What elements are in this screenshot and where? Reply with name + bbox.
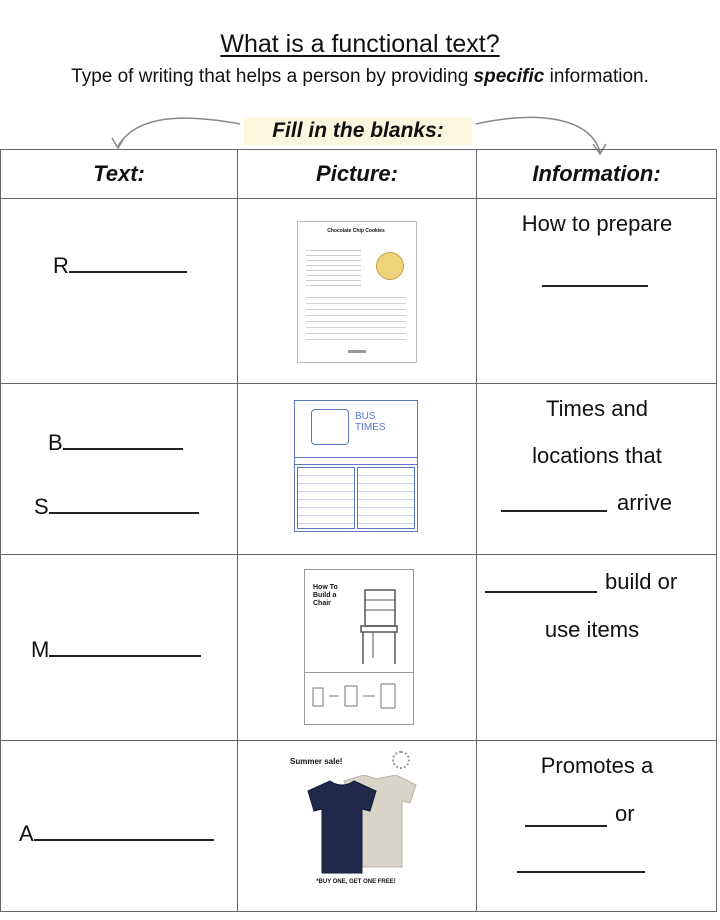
manual-title <box>313 584 338 608</box>
info-line: or <box>615 801 635 826</box>
page-title: What is a functional text? <box>220 30 500 58</box>
blank-answer[interactable] <box>53 251 187 279</box>
info-blank[interactable] <box>485 591 597 593</box>
info-line: use items <box>544 617 640 642</box>
table-header-row <box>1 150 717 199</box>
info-line: Promotes a <box>540 753 654 778</box>
letter-hint: S <box>34 494 49 519</box>
ad-picture <box>278 749 434 899</box>
manual-picture <box>304 569 414 725</box>
ingredient-list <box>306 246 361 286</box>
times-label-line: TIMES <box>355 422 386 433</box>
worksheet-table <box>0 149 717 912</box>
recipe-title: Chocolate Chip Cookies <box>327 228 385 234</box>
info-line: build or <box>605 569 678 594</box>
instruction-lines <box>306 292 406 344</box>
blank-line <box>63 428 183 450</box>
fill-in-banner: Fill in the blanks: <box>244 117 472 145</box>
sale-heading: Summer sale! <box>290 757 343 766</box>
blank-answer[interactable] <box>34 492 199 520</box>
cookie-icon <box>376 252 404 280</box>
letter-hint: B <box>48 430 63 455</box>
recipe-picture <box>297 221 417 363</box>
info-blank[interactable] <box>517 871 645 873</box>
schedule-column <box>357 467 415 529</box>
info-blank[interactable] <box>501 510 607 512</box>
header-picture: Picture: <box>238 150 477 199</box>
manual-title-line: Build a <box>313 592 337 599</box>
recipe-footer <box>348 350 366 353</box>
bus-times-label <box>355 411 386 433</box>
chair-icon <box>355 588 405 668</box>
blank-answer[interactable] <box>48 428 183 456</box>
assembly-steps-icon <box>309 680 409 716</box>
manual-title-line: How To <box>313 584 338 591</box>
info-line: How to prepare <box>521 211 673 236</box>
letter-hint: M <box>31 637 50 662</box>
manual-title-line: Chair <box>313 600 331 607</box>
bus-label-line: BUS <box>355 411 376 422</box>
manual-divider <box>305 672 413 673</box>
tshirts-icon <box>294 775 424 875</box>
table-row <box>1 741 717 912</box>
blank-line <box>34 819 214 841</box>
info-blank[interactable] <box>542 285 648 287</box>
info-line: arrive <box>617 490 673 515</box>
bus-schedule-picture <box>294 400 418 532</box>
sun-icon <box>392 751 410 769</box>
blank-answer[interactable] <box>19 819 214 847</box>
schedule-header <box>295 457 417 465</box>
header-text: Text: <box>1 150 238 199</box>
table-row <box>1 384 717 555</box>
blank-line <box>49 635 201 657</box>
bogo-text: *BUY ONE, GET ONE FREE! <box>316 879 396 885</box>
definition-prefix: Type of writing that helps a person by providing <box>71 66 474 87</box>
definition-emphasis: specific <box>473 66 545 87</box>
info-line: Times and <box>546 396 648 421</box>
letter-hint: R <box>53 253 69 278</box>
blank-answer[interactable] <box>31 635 201 663</box>
table-row <box>1 555 717 741</box>
header-information: Information: <box>477 150 717 199</box>
blank-line <box>69 251 187 273</box>
definition-suffix: information. <box>544 66 649 87</box>
info-line: locations that <box>532 443 662 468</box>
info-blank[interactable] <box>525 825 607 827</box>
schedule-column <box>297 467 355 529</box>
bus-icon <box>311 409 349 445</box>
table-row <box>1 199 717 384</box>
blank-line <box>49 492 199 514</box>
letter-hint: A <box>19 821 34 846</box>
